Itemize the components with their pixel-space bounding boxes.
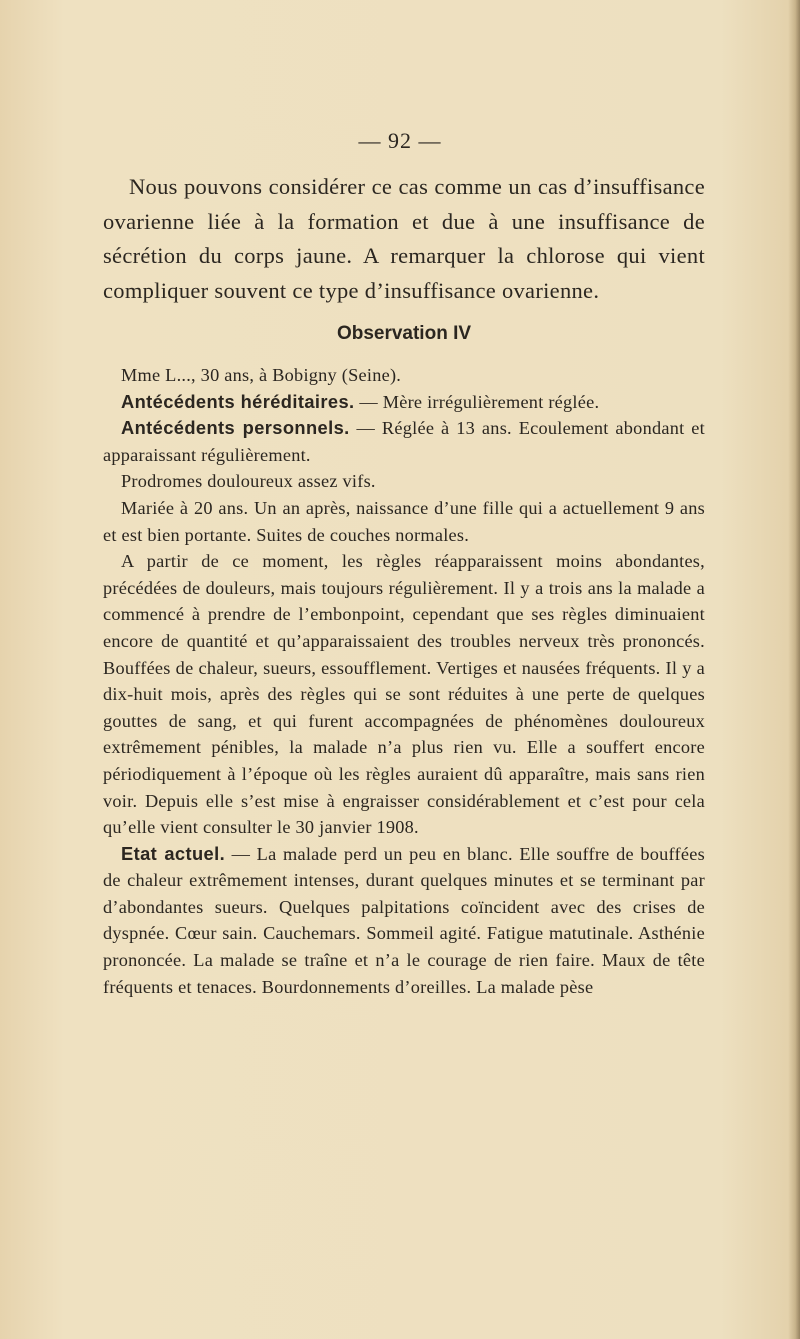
observation-title: Observation IV xyxy=(336,323,472,344)
page-body xyxy=(103,170,705,1000)
personal-label: Antécédents personnels. xyxy=(121,417,350,439)
page-number: — 92 — xyxy=(358,128,442,153)
intro-paragraph: Nous pouvons considérer ce cas comme un cas d’insuffisance ovarienne liée à la formation et due à une insuffisance de sécrétion du corps jaune. A remarquer la chlorose qui vient compliquer souvent ce type d’insuffisance ovarienne. xyxy=(103,174,705,303)
patient-line: Mme L..., 30 ans, à Bobigny (Seine). xyxy=(121,365,402,385)
current-state-label: Etat actuel. xyxy=(121,842,226,864)
current-state-paragraph xyxy=(103,841,705,1001)
hereditary-text: — Mère irrégulièrement réglée. xyxy=(354,391,600,412)
hereditary-label: Antécédents héréditaires. xyxy=(121,390,355,412)
personal-text: — Réglée à 13 ans. Ecoulement abondant et apparaissant régulièrement. xyxy=(103,418,705,465)
marriage-paragraph: Mariée à 20 ans. Un an après, naissance d’une fille qui a actuellement 9 ans et est bien portante. Suites de couches normales. xyxy=(103,497,705,545)
hereditary-paragraph xyxy=(103,389,705,416)
history-paragraph: A partir de ce moment, les règles réapparaissent moins abondantes, précédées de douleurs, mais toujours régulièrement. Il y a trois ans la malade a commencé à prendre de l’embonpoint, cependant que ses règles diminuaient encore de quantité et qu’apparaissaient des troubles nerveux très prononcés. Bouffées de chaleur, sueurs, essoufflement. Vertiges et nausées fréquents. Il y a dix-huit mois, après des règles qui se sont réduites à une perte de quelques gouttes de sang, et qui furent accompagnées de phénomènes douloureux extrêmement pénibles, la malade n’a plus rien vu. Elle a souffert encore périodiquement à l’époque où les règles auraient dû apparaître, mais sans rien voir. Depuis elle s’est mise à engraisser considérablement et c’est pour cela qu’elle vient consulter le 30 janvier 1908. xyxy=(103,551,705,838)
personal-paragraph xyxy=(103,415,705,468)
page-edge xyxy=(788,0,800,1339)
prodromes-paragraph: Prodromes douloureux assez vifs. xyxy=(121,471,376,492)
current-state-text: — La malade perd un peu en blanc. Elle souffre de bouffées de chaleur extrêmement intenses, durant quelques minutes et se terminant par d’abondantes sueurs. Quelques palpitations coïncident avec des crises de dyspnée. Cœur sain. Cauchemars. Sommeil agité. Fatigue matutinale. Asthénie prononcée. La malade se traîne et n’a le courage de rien faire. Maux de tête fréquents et tenaces. Bourdonnements d’oreilles. La malade pèse xyxy=(103,843,705,997)
